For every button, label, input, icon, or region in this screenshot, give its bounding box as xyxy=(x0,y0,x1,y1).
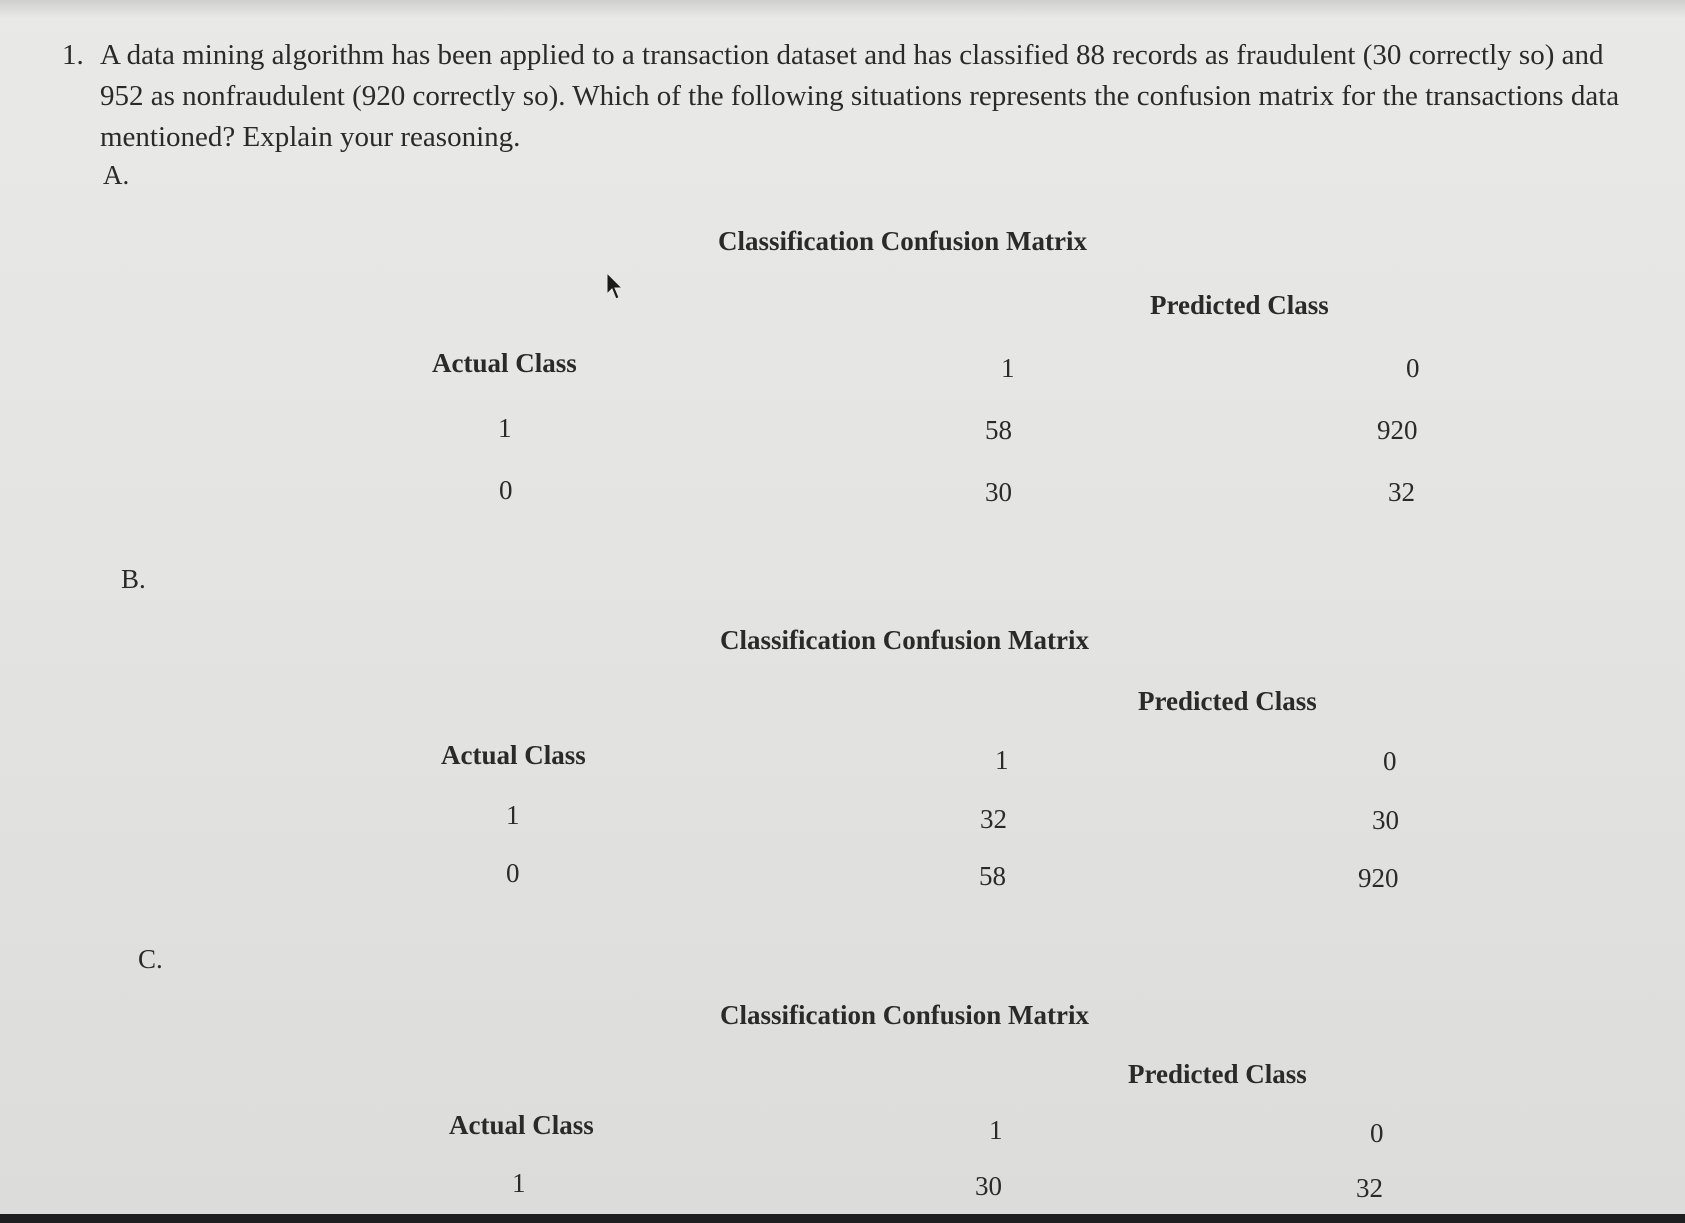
matrix-b-row-label-0: 0 xyxy=(506,858,520,888)
matrix-b-cell-1-0: 30 xyxy=(1372,805,1399,835)
matrix-a-col-header-0: 0 xyxy=(1406,353,1420,383)
matrix-c-row-label-1: 1 xyxy=(512,1168,526,1198)
matrix-a-row-label-1: 1 xyxy=(498,413,512,443)
matrix-c-cell-1-1: 30 xyxy=(975,1171,1002,1201)
matrix-c-cell-1-0: 32 xyxy=(1356,1173,1383,1203)
option-b-letter: B. xyxy=(121,564,146,594)
matrix-a-title: Classification Confusion Matrix xyxy=(718,226,1088,256)
screen-bottom-edge xyxy=(0,1214,1685,1223)
page-top-shadow xyxy=(0,0,1685,18)
matrix-b-col-header-1: 1 xyxy=(995,745,1009,775)
matrix-a-cell-1-0: 920 xyxy=(1377,415,1418,445)
question-block xyxy=(62,35,1622,158)
matrix-a-predicted-label: Predicted Class xyxy=(1150,290,1329,320)
matrix-a-col-header-1: 1 xyxy=(1001,353,1015,383)
matrix-c-col-header-0: 0 xyxy=(1370,1118,1384,1148)
matrix-c-predicted-label: Predicted Class xyxy=(1128,1059,1307,1089)
option-c-letter: C. xyxy=(138,944,163,974)
matrix-b-row-label-1: 1 xyxy=(506,800,520,830)
matrix-a-row-label-0: 0 xyxy=(499,475,513,505)
option-a-letter: A. xyxy=(103,160,130,190)
matrix-b-cell-0-1: 58 xyxy=(979,861,1006,891)
matrix-b-title: Classification Confusion Matrix xyxy=(720,625,1090,655)
matrix-a-cell-0-0: 32 xyxy=(1388,477,1415,507)
matrix-b-actual-label: Actual Class xyxy=(441,740,586,770)
matrix-b-predicted-label: Predicted Class xyxy=(1138,686,1317,716)
mouse-pointer-icon xyxy=(605,272,625,307)
matrix-b-cell-0-0: 920 xyxy=(1358,863,1399,893)
matrix-c-title: Classification Confusion Matrix xyxy=(720,1000,1090,1030)
question-text: A data mining algorithm has been applied to a transaction dataset and has classified 88 records as fraudulent (30 correctly so) and 952 as nonfraudulent (920 correctly so). Which of the following situations represents the confusion matrix for the transactions data mentioned? Explain your reasoning. xyxy=(100,39,1620,153)
matrix-a-cell-0-1: 30 xyxy=(985,477,1012,507)
matrix-a-cell-1-1: 58 xyxy=(985,415,1012,445)
matrix-c-actual-label: Actual Class xyxy=(449,1110,594,1140)
matrix-b-cell-1-1: 32 xyxy=(980,804,1007,834)
matrix-a-actual-label: Actual Class xyxy=(432,348,577,378)
matrix-c-col-header-1: 1 xyxy=(989,1115,1003,1145)
question-number: 1. xyxy=(62,39,84,71)
matrix-b-col-header-0: 0 xyxy=(1383,746,1397,776)
